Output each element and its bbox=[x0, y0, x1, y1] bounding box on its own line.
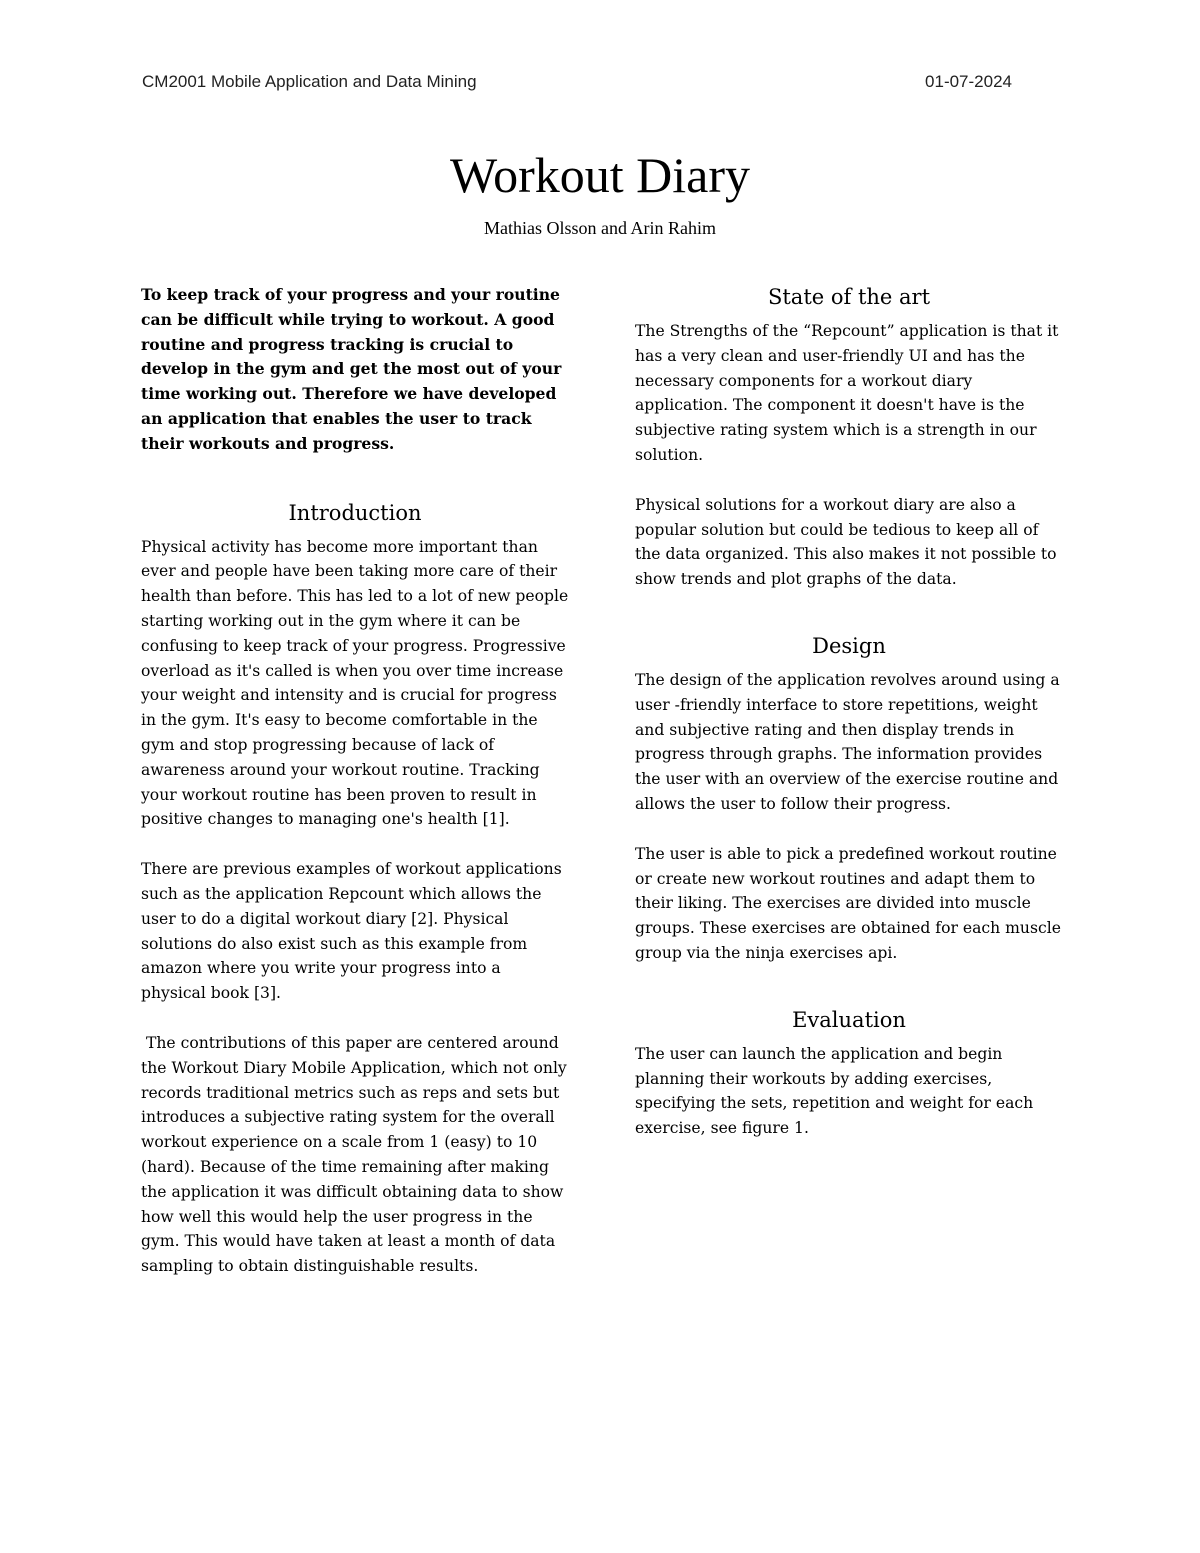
state-of-the-art-heading: State of the art bbox=[767, 285, 931, 309]
state-of-the-art-paragraph-2: Physical solutions for a workout diary are also a popular solution but could be tedious to keep all of the data organized. This also makes it not possible to show trends and plot graphs of the data. bbox=[635, 495, 1057, 589]
course-name: CM2001 Mobile Application and Data Mining bbox=[142, 72, 477, 91]
introduction-paragraph-1: Physical activity has become more important than ever and people have been taking more care of their health than before. This has led to a lot of new people starting working out in the gym where it can be confusing to keep track of your progress. Progressive overload as it's called is when you over time increase your weight and intensity and is crucial for progress in the gym. It's easy to become comfortable in the gym and stop progressing because of lack of awareness around your workout routine. Tracking your workout routine has been proven to result in positive changes to managing one's health [1]. bbox=[141, 537, 569, 829]
design-paragraph-2: The user is able to pick a predefined workout routine or create new workout routines and adapt them to their liking. The exercises are divided into muscle groups. These exercises are obtained for each muscle group via the ninja exercises api. bbox=[635, 844, 1061, 962]
evaluation-heading: Evaluation bbox=[792, 1007, 906, 1032]
paper-authors: Mathias Olsson and Arin Rahim bbox=[484, 218, 716, 238]
introduction-paragraph-2: There are previous examples of workout applications such as the application Repcount which allows the user to do a digital workout diary [2]. Physical solutions do also exist such as this example from amazon where you write your progress into a physical book [3]. bbox=[141, 860, 562, 1003]
evaluation-paragraph-1: The user can launch the application and begin planning their workouts by adding exercises, specifying the sets, repetition and weight for each exercise, see figure 1. bbox=[635, 1044, 1034, 1138]
paper-title: Workout Diary bbox=[449, 147, 751, 203]
state-of-the-art-paragraph-1: The Strengths of the “Repcount” application is that it has a very clean and user-friendly UI and has the necessary components for a workout diary application. The component it doesn't have is the subjective rating system which is a strength in our solution. bbox=[635, 322, 1059, 464]
right-column bbox=[635, 283, 1063, 1141]
left-column bbox=[141, 283, 572, 1279]
design-paragraph-1: The design of the application revolves around using a user -friendly interface to store repetitions, weight and subjective rating and then display trends in progress through graphs. The information provides the user with an overview of the exercise routine and allows the user to follow their progress. bbox=[635, 670, 1060, 813]
abstract: To keep track of your progress and your routine can be difficult while trying to workout. A good routine and progress tracking is crucial to develop in the gym and get the most out of your time working out. Therefore we have developed an application that enables the user to track their workouts and progress. bbox=[141, 285, 562, 453]
introduction-heading: Introduction bbox=[288, 500, 422, 525]
introduction-paragraph-3: The contributions of this paper are centered around the Workout Diary Mobile Application, which not only records traditional metrics such as reps and sets but introduces a subjective rating system for the overall workout experience on a scale from 1 (easy) to 10 (hard). Because of the time remaining after making the application it was difficult obtaining data to show how well this would help the user progress in the gym. This would have taken at least a month of data sampling to obtain distinguishable results. bbox=[141, 1033, 572, 1276]
header-date: 01-07-2024 bbox=[925, 72, 1012, 91]
design-heading: Design bbox=[812, 633, 886, 658]
